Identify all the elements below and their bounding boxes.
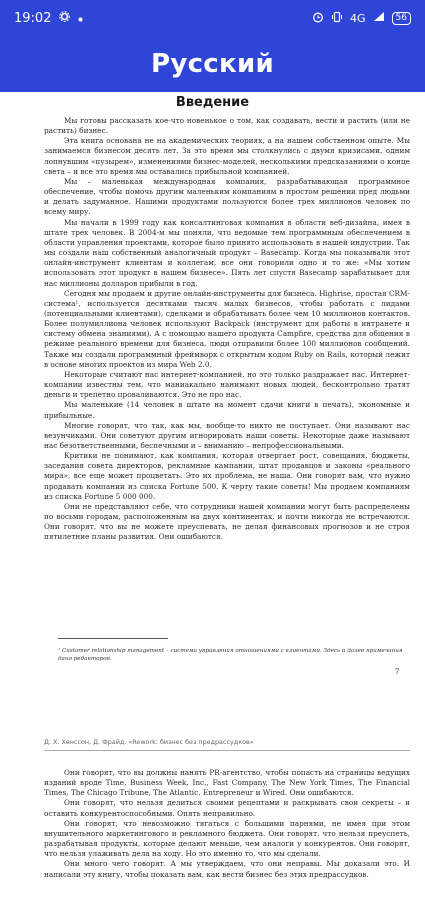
paragraph: Эта книга основана не на академических теориях, а на нашем собственном опыте. Мы занимаемся бизнесом десять лет. За это время мы столкнулись с двумя кризисами, одним лопнувшим «пузырем», изменениями бизнес-моделей, несколькими предсказаниями о конце света – и все это время мы оставались прибыльной компанией. — [44, 136, 410, 176]
alarm-icon — [312, 11, 324, 26]
paragraph: Критики не понимают, как компания, которая отвергает рост, совещания, бюджеты, заседания совета директоров, рекламные кампании, штат продавцов и законы «реального мира», все еще может процветать. Это их проблема, не наша. Они говорят вам, что нужно продавать компании из списка Fortune 500. К черту такие советы! Мы продаем компаниям из списка Fortune 5 000 000. — [44, 451, 410, 501]
vibrate-icon — [331, 11, 343, 26]
gear-icon — [59, 11, 70, 26]
paragraph: Они говорят, что вы должны нанять PR-агентство, чтобы попасть на страницы ведущих изданий вроде Time, Business Week, Inc., Fast Company, The New York Times, The Financial Times, The Chicago Tribune, The Atlantic, Entrepreneur и Wired. Они ошибаются. — [44, 768, 410, 798]
footnote-divider — [58, 638, 168, 639]
paragraph: Многие говорят, что так, как мы, вообще-то никто не поступает. Они называют нас везунчиками. Они советуют другим игнорировать наши советы. Некоторые даже называют нас безответственными, беспечными и – вниманию – непрофессиональными. — [44, 420, 410, 450]
paragraph: Мы готовы рассказать кое-что новенькое о том, как создавать, вести и растить (или не растить) бизнес. — [44, 116, 410, 136]
status-right — [312, 11, 411, 26]
running-header: Д. Х. Хенссон, Д. Фрайд. «Rework: бизнес без предрассудков» — [44, 738, 410, 751]
clock: 19:02 — [14, 10, 52, 26]
app-bar — [0, 36, 425, 92]
paragraph: Они много чего говорят. А мы утверждаем, что они неправы. Мы доказали это. И написали эту книгу, чтобы показать вам, как вести бизнес без этих предрассудков. — [44, 859, 410, 879]
network-type: 4G — [350, 11, 366, 25]
signal-icon — [373, 11, 385, 25]
page-heading: Введение — [175, 95, 250, 110]
document-page[interactable] — [0, 92, 425, 900]
footnote: ¹ Customer relationship management – система управления отношениями с клиентами. Здесь и далее примечания дано редакторов. — [58, 648, 403, 662]
paragraph: Мы начали в 1999 году как консалтинговая компания в области веб-дизайна, имея в штате трех человек. В 2004-м мы поняли, что ведомые тем программным обеспечением в области управления проектами, которое было принято использовать в нашей индустрии. Так мы создали наш собственный аналогичный продукт – Basecamp. Когда мы показывали этот онлайн-инструмент клиентам и коллегам, все они говорили одно и то же: «Мы хотим использовать этот продукт в нашем бизнесе». Пять лет спустя Basecamp зарабатывает для нас миллионы долларов прибыли в год. — [44, 217, 410, 288]
page-number: 7 — [395, 668, 400, 676]
paragraph: Сегодня мы продаем и другие онлайн-инструменты для бизнеса. Highrise, простая CRM-система¹, используется десятками тысяч малых бизнесов, чтобы работать с лидами (потенциальными клиентами), сделками и обрабатывать более чем 10 миллионов контактов. Более полумиллиона человек используют Backpack (инструмент для работы в интранете и систему обмена знаниями). А с помощью нашего продукта Campfire, средства для общения в режиме реального времени для бизнеса, люди отправили более 100 миллионов сообщений. Также мы создали программный фреймворк с открытым кодом Ruby on Rails, который лежит в основе многих проектов из мира Web 2.0. — [44, 288, 410, 369]
paragraph: Некоторые считают нас интернет-компанией, но это только раздражает нас. Интернет-компании известны тем, что маниакально нанимают новых людей, бесконтрольно тратят деньги и трепетно проваливаются. Это не про нас. — [44, 369, 410, 400]
paragraph: Они говорят, что нельзя делиться своими рецептами и раскрывать свои секреты – и оставить конкурентоспособными. Опять неправильно. — [44, 798, 410, 818]
dot-icon — [78, 11, 83, 26]
paragraph: Они не представляют себе, что сотрудники нашей компании могут быть распределены по восьми городам, расположенным на двух континентах, и почти никогда не встречаются. Они говорят, что вы не можете преуспевать, не делая финансовых прогнозов и не строя пятилетние планы развития. Они ошибаются. — [44, 501, 410, 542]
paragraph: Они говорят, что невозможно тягаться с большими парнями, не имея при этом внушительного маркетингового и рекламного бюджета. Они говорят, что нельзя преуспеть, разрабатывая продукты, которые делают меньше, чем аналоги у конкурентов. Они говорят, что нельзя улаживать дела на ходу. Но это именно то, что мы сделали. — [44, 818, 410, 859]
body-text-next-page — [44, 768, 410, 880]
app-title: Русский — [150, 49, 274, 79]
paragraph: Мы – маленькая международная компания, разрабатывающая программное обеспечение, чтобы помочь другим маленьким компаниям в простом решении пред людьми и делать задуманное. Нашими продуктами пользуются более трех миллионов человек по всему миру. — [44, 176, 410, 217]
status-bar — [0, 0, 425, 36]
battery-icon: 56 — [392, 12, 411, 25]
body-text — [44, 116, 410, 543]
paragraph: Мы маленькие (14 человек в штате на момент сдачи книги в печать), экономные и прибыльные. — [44, 400, 410, 420]
status-left — [14, 11, 83, 26]
